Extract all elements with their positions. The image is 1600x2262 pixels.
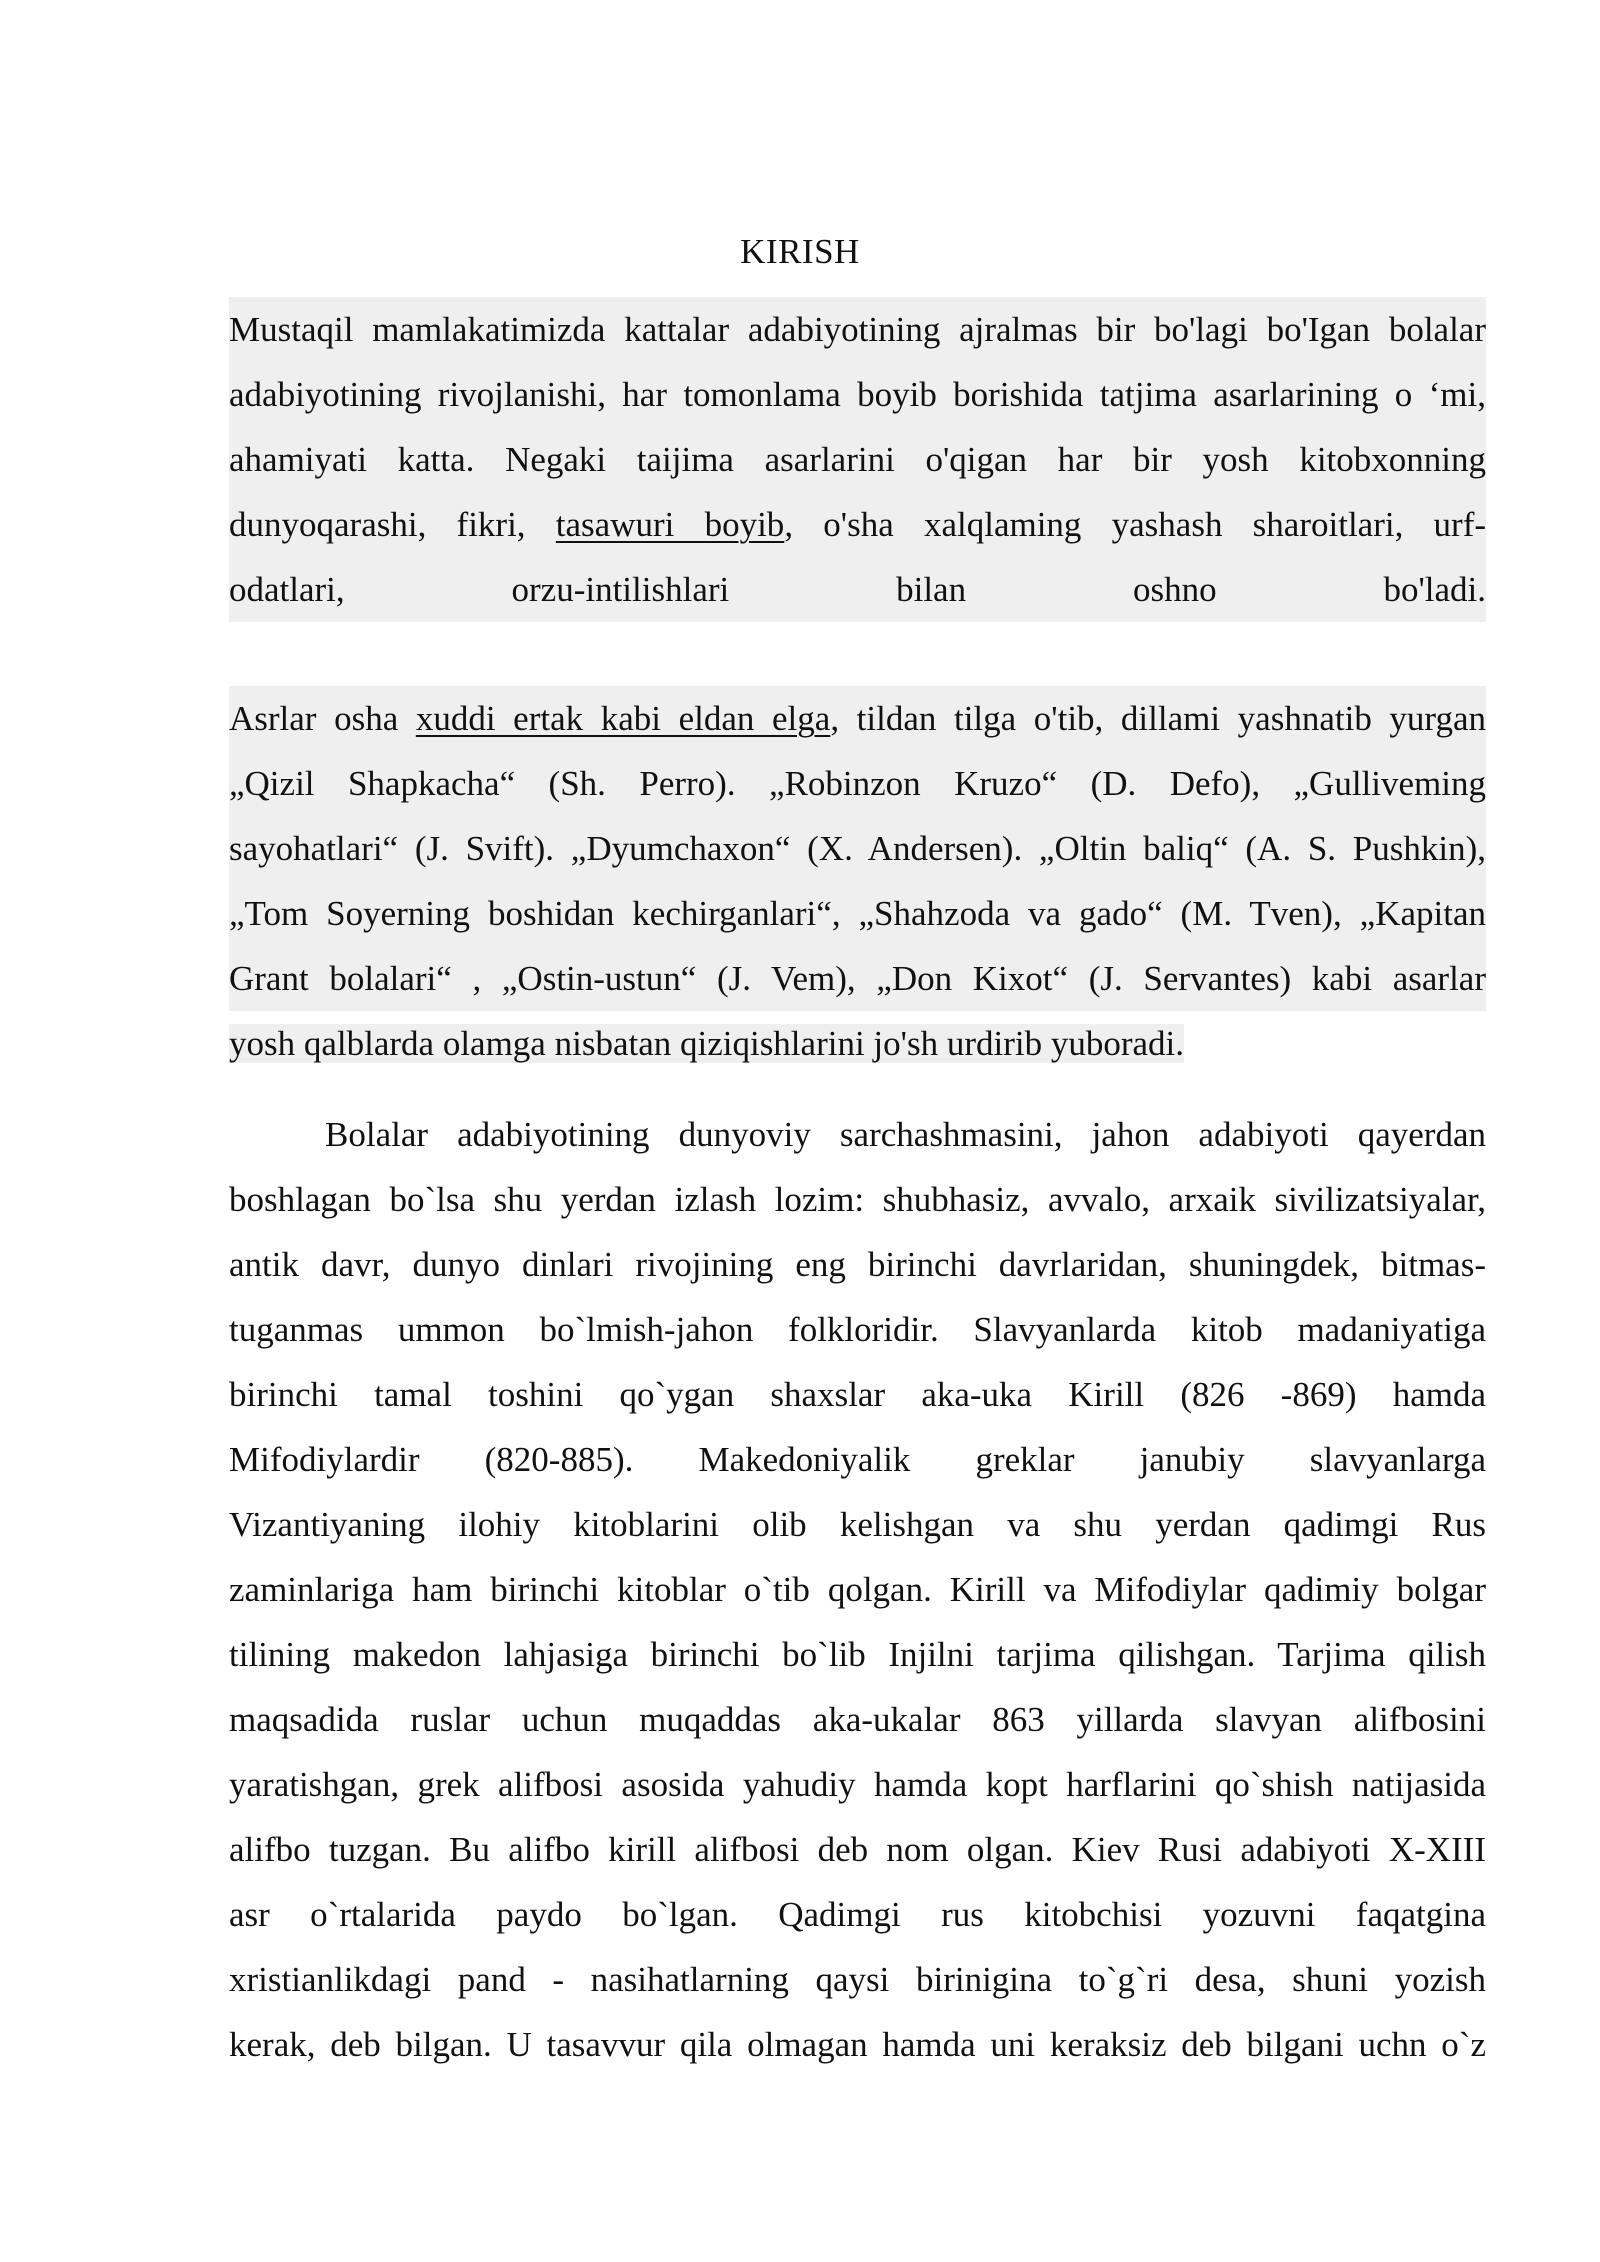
underlined-text: xuddi ertak kabi eldan elga — [415, 699, 831, 738]
paragraph-intro — [229, 297, 1486, 622]
text-line: yaratishgan, grek alifbosi asosida yahudiy hamda kopt harflarini qo`shish natijasida — [229, 1765, 1486, 1804]
text-line: Grant bolalari“ , „Ostin-ustun“ (J. Vem), „Don Kixot“ (J. Servantes) kabi asarlar — [229, 946, 1486, 1011]
text-line — [229, 492, 1486, 557]
text-line: asr o`rtalarida paydo bo`lgan. Qadimgi rus kitobchisi yozuvni faqatgina — [229, 1895, 1486, 1934]
text-span: Bolalar adabiyotining dunyoviy sarchashmasini, jahon adabiyoti qayerdan — [325, 1115, 1486, 1154]
underlined-text: tasawuri boyib — [555, 505, 785, 544]
text-line: boshlagan bo`lsa shu yerdan izlash lozim: shubhasiz, avvalo, arxaik sivilizatsiyalar, — [229, 1180, 1486, 1219]
text-line: „Tom Soyerning boshidan kechirganlari“, „Shahzoda va gado“ (M. Tven), „Kapitan — [229, 881, 1486, 946]
text-span: dunyoqarashi, fikri, — [229, 505, 526, 544]
text-span: , o'sha xalqlaming yashash sharoitlari, urf- — [784, 505, 1487, 544]
text-line: Mifodiylardir (820-885). Makedoniyalik greklar janubiy slavyanlarga — [229, 1440, 1486, 1479]
paragraph-books — [229, 686, 1486, 1076]
text-line: tilining makedon lahjasiga birinchi bo`lib Injilni tarjima qilishgan. Tarjima qilish — [229, 1635, 1486, 1674]
text-line: alifbo tuzgan. Bu alifbo kirill alifbosi deb nom olgan. Kiev Rusi adabiyoti X-XIII — [229, 1830, 1486, 1869]
text-line: xristianlikdagi pand - nasihatlarning qaysi birinigina to`g`ri desa, shuni yozish — [229, 1960, 1486, 1999]
text-line: zaminlariga ham birinchi kitoblar o`tib qolgan. Kirill va Mifodiylar qadimiy bolgar — [229, 1570, 1486, 1609]
text-line — [229, 1011, 1486, 1076]
text-line — [229, 1102, 1486, 1167]
text-line: kerak, deb bilgan. U tasavvur qila olmagan hamda uni keraksiz deb bilgani uchn o`z — [229, 2025, 1486, 2064]
text-line: birinchi tamal toshini qo`ygan shaxslar aka-uka Kirill (826 -869) hamda — [229, 1375, 1486, 1414]
text-span: Asrlar osha — [229, 699, 399, 738]
text-line — [229, 686, 1486, 751]
text-line: „Qizil Shapkacha“ (Sh. Perro). „Robinzon Kruzo“ (D. Defo), „Gulliveming — [229, 751, 1486, 816]
text-span: , tildan tilga o'tib, dillami yashnatib yurgan — [830, 699, 1486, 738]
text-line: adabiyotining rivojlanishi, har tomonlama boyib borishida tatjima asarlarining o ‘mi, — [229, 362, 1486, 427]
text-line: ahamiyati katta. Negaki taijima asarlarini o'qigan har bir yosh kitobxonning — [229, 427, 1486, 492]
text-line: Mustaqil mamlakatimizda kattalar adabiyotining ajralmas bir bo'lagi bo'Igan bolalar — [229, 297, 1486, 362]
text-span: yosh qalblarda olamga nisbatan qiziqishlarini jo'sh urdirib yuboradi. — [229, 1024, 1184, 1063]
text-line: odatlari, orzu-intilishlari bilan oshno bo'ladi. — [229, 557, 1486, 622]
text-line: antik davr, dunyo dinlari rivojining eng birinchi davrlaridan, shuningdek, bitmas- — [229, 1245, 1486, 1284]
text-line: tuganmas ummon bo`lmish-jahon folkloridir. Slavyanlarda kitob madaniyatiga — [229, 1310, 1486, 1349]
text-line: sayohatlari“ (J. Svift). „Dyumchaxon“ (X. Andersen). „Oltin baliq“ (A. S. Pushkin), — [229, 816, 1486, 881]
text-line: maqsadida ruslar uchun muqaddas aka-ukalar 863 yillarda slavyan alifbosini — [229, 1700, 1486, 1739]
paragraph-history — [229, 1102, 1486, 2077]
page-title: KIRISH — [740, 232, 860, 271]
text-line: Vizantiyaning ilohiy kitoblarini olib kelishgan va shu yerdan qadimgi Rus — [229, 1505, 1486, 1544]
